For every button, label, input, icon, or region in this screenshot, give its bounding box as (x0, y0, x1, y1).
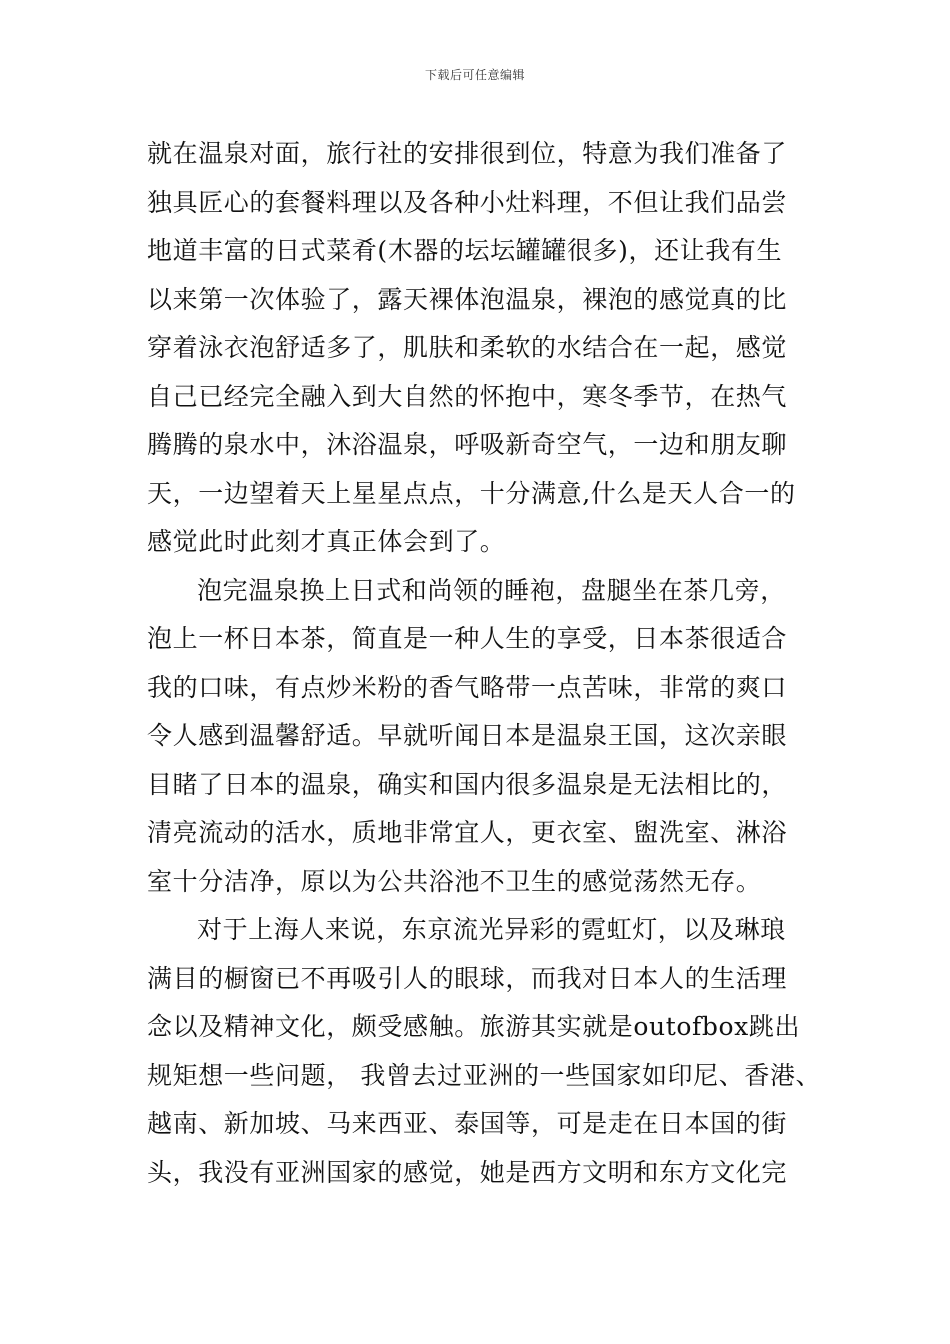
paragraph-2-line-7: 室十分洁净，原以为公共浴池不卫生的感觉荡然无存。 (147, 866, 762, 896)
paragraph-1-line-3: 地道丰富的日式菜肴(木器的坛坛罐罐很多)，还让我有生 (147, 236, 783, 265)
paragraph-3-line-1: 对于上海人来说，东京流光异彩的霓虹灯，以及琳琅 (197, 915, 786, 944)
paragraph-1-line-9: 感觉此时此刻才真正体会到了。 (147, 527, 506, 556)
page-header: 下载后可任意编辑 (424, 68, 525, 82)
paragraph-1-line-6: 自己已经完全融入到大自然的怀抱中，寒冬季节，在热气 (147, 381, 788, 411)
paragraph-2-line-5: 目睹了日本的温泉，确实和国内很多温泉是无法相比的， (147, 769, 788, 799)
paragraph-1-line-7: 腾腾的泉水中，沐浴温泉，呼吸新奇空气，一边和朋友聊 (147, 430, 788, 459)
paragraph-2-line-1: 泡完温泉换上日式和尚领的睡袍，盘腿坐在茶几旁， (197, 575, 786, 605)
paragraph-1-line-5: 穿着泳衣泡舒适多了，肌肤和柔软的水结合在一起，感觉 (147, 333, 788, 362)
paragraph-3-line-2: 满目的橱窗已不再吸引人的眼球，而我对日本人的生活理 (147, 963, 788, 993)
document-body (147, 130, 822, 1197)
paragraph-2-line-2: 泡上一杯日本茶，简直是一种人生的享受，日本茶很适合 (147, 624, 788, 653)
paragraph-3-line-3: 念以及精神文化，颇受感触。旅游其实就是outofbox跳出 (147, 1012, 801, 1041)
paragraph-2-line-6: 清亮流动的活水，质地非常宜人，更衣室、盥洗室、淋浴 (147, 818, 788, 847)
paragraph-3-line-5: 越南、新加坡、马来西亚、泰国等，可是走在日本国的街 (147, 1109, 788, 1138)
paragraph-2-line-4: 令人感到温馨舒适。早就听闻日本是温泉王国，这次亲眼 (147, 721, 788, 750)
paragraph-1-line-2: 独具匠心的套餐料理以及各种小灶料理，不但让我们品尝 (147, 187, 788, 217)
paragraph-1-line-4: 以来第一次体验了，露天裸体泡温泉，裸泡的感觉真的比 (147, 284, 788, 314)
paragraph-2-line-3: 我的口味，有点炒米粉的香气略带一点苦味，非常的爽口 (147, 672, 788, 702)
paragraph-3-line-6: 头，我没有亚洲国家的感觉，她是西方文明和东方文化完 (147, 1157, 788, 1187)
paragraph-3-line-4: 规矩想一些问题， 我曾去过亚洲的一些国家如印尼、香港、 (147, 1060, 822, 1090)
paragraph-1-line-1: 就在温泉对面，旅行社的安排很到位，特意为我们准备了 (147, 139, 788, 168)
paragraph-1-line-8: 天，一边望着天上星星点点，十分满意,什么是天人合一的 (147, 478, 796, 508)
